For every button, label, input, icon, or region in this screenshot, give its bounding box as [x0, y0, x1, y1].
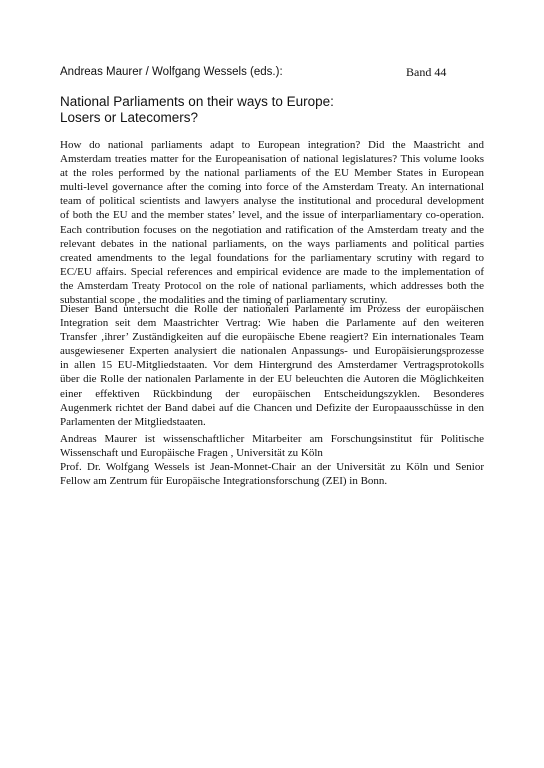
text-line: the Amsterdam Treaty Protocol on the role of national parliaments, which addresses both the [60, 279, 484, 292]
text-line: EC/EU affairs. Special references and empirical evidence are made to the implementation of [60, 265, 484, 278]
german-abstract [60, 302, 484, 429]
title-line-1: National Parliaments on their ways to Europe: [60, 94, 334, 109]
text-line: Augenmerk richtet der Band dabei auf die Chancen und Defizite der Europaausschüsse in den [60, 401, 484, 414]
text-line: über die Rolle der nationalen Parlamente in der EU beleuchten die Autoren die Möglichkeiten [60, 373, 484, 386]
text-line: created amendments to the legal foundations for the parliamentary scrutiny with regard to [60, 251, 484, 264]
book-title [60, 94, 484, 126]
header-line [60, 64, 484, 80]
title-line-2: Losers or Latecomers? [60, 110, 199, 125]
text-line: Integration seit dem Maastrichter Vertrag: Wie haben die Parlamente auf den weiteren [60, 317, 484, 330]
text-line: team of political scientists and lawyers analyse the institutional and procedural development [60, 195, 484, 208]
text-line: relevant debates in the national parliaments, on the ways parliaments and political parties [60, 237, 484, 250]
text-line: in allen 15 EU-Mitgliedstaaten. Vor dem Hintergrund des Amsterdamer Vertragsprotokolls [60, 359, 484, 372]
editors-line: Andreas Maurer / Wolfgang Wessels (eds.): [60, 66, 283, 78]
editor-biographies [60, 432, 484, 488]
text-line: Amsterdam treaties matter for the Europeanisation of national legislatures? This volume looks [60, 153, 484, 166]
english-abstract [60, 138, 484, 307]
text-line: multi-level governance after the coming into force of the Amsterdam Treaty. An international [60, 181, 484, 194]
text-line: Fellow am Zentrum für Europäische Integrationsforschung (ZEI) in Bonn. [60, 475, 388, 488]
text-line: substantial scope , the modalities and the timing of parliamentary scrutiny. [60, 294, 388, 307]
text-line: einer effektiven Rückbindung der europäischen Entscheidungszyklen. Besonderes [60, 387, 484, 400]
text-line: Parlamenten der Mitgliedstaaten. [60, 415, 206, 428]
text-line: Andreas Maurer ist wissenschaftlicher Mitarbeiter am Forschungsinstitut für Politische [60, 433, 484, 445]
text-line: ausgewiesener Experten analysiert die nationalen Anpassungs- und Europäisierungsprozesse [60, 345, 484, 358]
text-line: Each contribution focuses on the negotiation and ratification of the Amsterdam treaty and the [60, 223, 484, 236]
text-line: How do national parliaments adapt to European integration? Did the Maastricht and [60, 139, 484, 151]
text-line: Transfer ‚ihrer’ Zuständigkeiten auf die europäische Ebene reagiert? Ein internationales Team [60, 331, 484, 344]
text-line: Dieser Band untersucht die Rolle der nationalen Parlamente im Prozess der europäischen [60, 303, 484, 315]
text-line: Wissenschaft und Europäische Fragen , Universität zu Köln [60, 447, 323, 460]
text-line: Prof. Dr. Wolfgang Wessels ist Jean-Monnet-Chair an der Universität zu Köln und Senior [60, 461, 484, 474]
text-line: of both the EU and the member states’ level, and the issue of interparliamentary co-operation. [60, 209, 484, 222]
text-line: at the roles performed by the national parliaments of the EU Member States in European [60, 167, 484, 180]
band-number: Band 44 [406, 65, 447, 79]
